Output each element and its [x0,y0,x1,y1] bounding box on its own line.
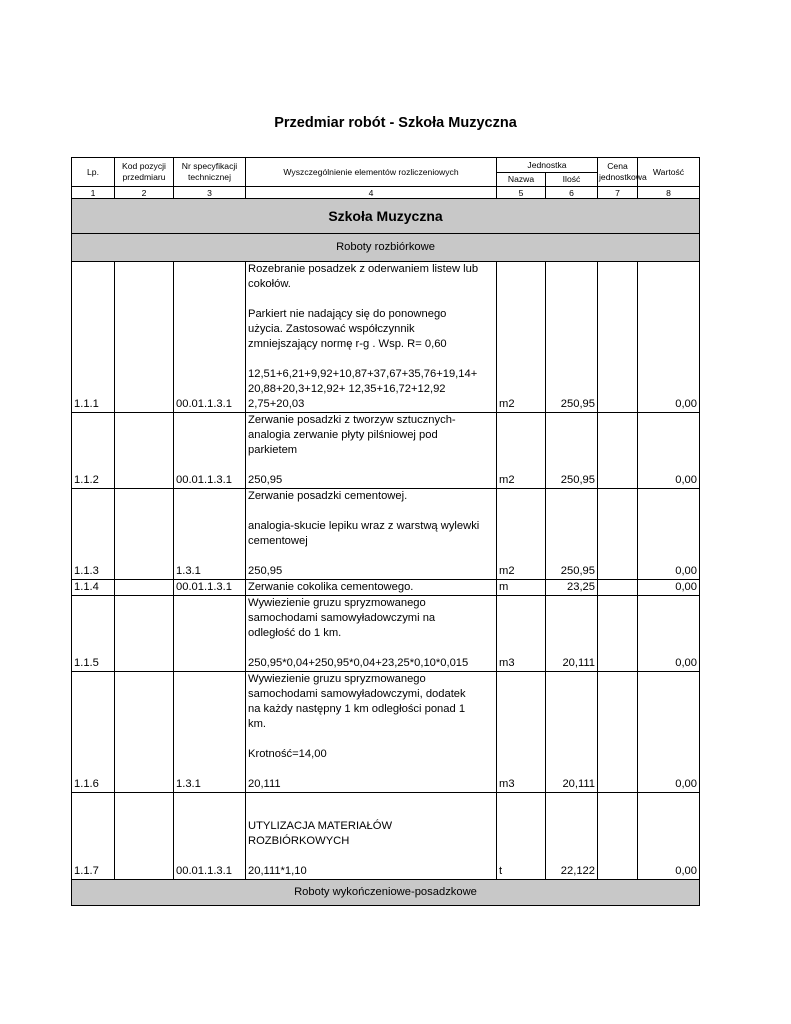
header-spec: Nr specyfikacji technicznej [174,158,246,187]
cell-cena [598,672,638,793]
cell-lp: 1.1.3 [72,489,115,580]
cell-spec: 00.01.1.3.1 [174,262,246,413]
cell-lp: 1.1.2 [72,413,115,489]
table-row [72,793,700,880]
cell-cena [598,413,638,489]
header-opis: Wyszczególnienie elementów rozliczeniowych [246,158,497,187]
cell-ilosc: 22,122 [546,793,598,880]
cell-lp: 1.1.5 [72,596,115,672]
column-number: 8 [638,187,700,199]
cell-opis: Wywiezienie gruzu spryzmowanego samochodami samowyładowczymi, dodatek na każdy następny 1 km odległości ponad 1 km. Krotność=14,00 20,111 [246,672,497,793]
cell-spec: 00.01.1.3.1 [174,580,246,596]
cell-cena [598,262,638,413]
cell-opis: Rozebranie posadzek z oderwaniem listew lub cokołów. Parkiert nie nadający się do ponownego użycia. Zastosować współczynnik zmniejszający normę r-g . Wsp. R= 0,60 12,51+6,21+9,92+10,87+37,67+35,76+19,14+ 20,88+20,3+12,92+ 12,35+16,72+12,92 2,75+20,03 [246,262,497,413]
cell-wartosc: 0,00 [638,489,700,580]
cell-ilosc: 20,111 [546,596,598,672]
cell-jm: m2 [497,262,546,413]
header-ilosc: Ilość [546,173,598,187]
cell-ilosc: 20,111 [546,672,598,793]
cell-cena [598,580,638,596]
cell-spec [174,596,246,672]
header-kod: Kod pozycji przedmiaru [115,158,174,187]
cell-spec: 1.3.1 [174,489,246,580]
column-number: 1 [72,187,115,199]
cell-kod [115,413,174,489]
cell-wartosc: 0,00 [638,413,700,489]
cell-kod [115,489,174,580]
table-row [72,672,700,793]
cell-spec: 00.01.1.3.1 [174,793,246,880]
cell-lp: 1.1.4 [72,580,115,596]
cell-wartosc: 0,00 [638,580,700,596]
cell-kod [115,262,174,413]
header-lp: Lp. [72,158,115,187]
table-row [72,596,700,672]
table-row [72,262,700,413]
column-number: 2 [115,187,174,199]
column-number: 5 [497,187,546,199]
cell-kod [115,672,174,793]
header-nazwa: Nazwa [497,173,546,187]
cell-kod [115,596,174,672]
cell-ilosc: 250,95 [546,489,598,580]
cell-spec: 00.01.1.3.1 [174,413,246,489]
column-number: 6 [546,187,598,199]
cell-cena [598,489,638,580]
column-numbers-row [72,187,700,199]
cell-ilosc: 23,25 [546,580,598,596]
section-header-row [72,199,700,234]
subsection-title: Roboty rozbiórkowe [72,234,700,262]
cell-wartosc: 0,00 [638,793,700,880]
cell-opis: Zerwanie cokolika cementowego. [246,580,497,596]
cell-wartosc: 0,00 [638,262,700,413]
cell-opis: Zerwanie posadzki z tworzyw sztucznych- analogia zerwanie płyty pilśniowej pod parkietem 250,95 [246,413,497,489]
subsection-title: Roboty wykończeniowe-posadzkowe [72,880,700,906]
header-wartosc: Wartość [638,158,700,187]
cell-opis: Wywiezienie gruzu spryzmowanego samochodami samowyładowczymi na odległość do 1 km. 250,95*0,04+250,95*0,04+23,25*0,10*0,015 [246,596,497,672]
column-number: 4 [246,187,497,199]
cell-jm: m2 [497,489,546,580]
column-number: 3 [174,187,246,199]
cell-wartosc: 0,00 [638,596,700,672]
cell-opis: UTYLIZACJA MATERIAŁÓW ROZBIÓRKOWYCH 20,111*1,10 [246,793,497,880]
table-row [72,489,700,580]
header-jednostka: Jednostka [497,158,598,173]
table-row [72,580,700,596]
page-title: Przedmiar robót - Szkoła Muzyczna [274,115,517,131]
table-row [72,413,700,489]
cell-lp: 1.1.7 [72,793,115,880]
header-cena: Cena jednostkowa [598,158,638,187]
section-title: Szkoła Muzyczna [72,199,700,234]
cell-jm: m [497,580,546,596]
cell-opis: Zerwanie posadzki cementowej. analogia-skucie lepiku wraz z warstwą wylewki cementowej 250,95 [246,489,497,580]
cell-cena [598,793,638,880]
cell-spec: 1.3.1 [174,672,246,793]
column-number: 7 [598,187,638,199]
cell-jm: m3 [497,672,546,793]
cell-wartosc: 0,00 [638,672,700,793]
subsection-header-row [72,880,700,906]
cell-jm: m3 [497,596,546,672]
cell-jm: t [497,793,546,880]
cell-cena [598,596,638,672]
cell-ilosc: 250,95 [546,413,598,489]
cell-lp: 1.1.6 [72,672,115,793]
estimate-table [71,157,700,906]
cell-jm: m2 [497,413,546,489]
cell-lp: 1.1.1 [72,262,115,413]
cell-kod [115,793,174,880]
cell-ilosc: 250,95 [546,262,598,413]
cell-kod [115,580,174,596]
subsection-header-row [72,234,700,262]
